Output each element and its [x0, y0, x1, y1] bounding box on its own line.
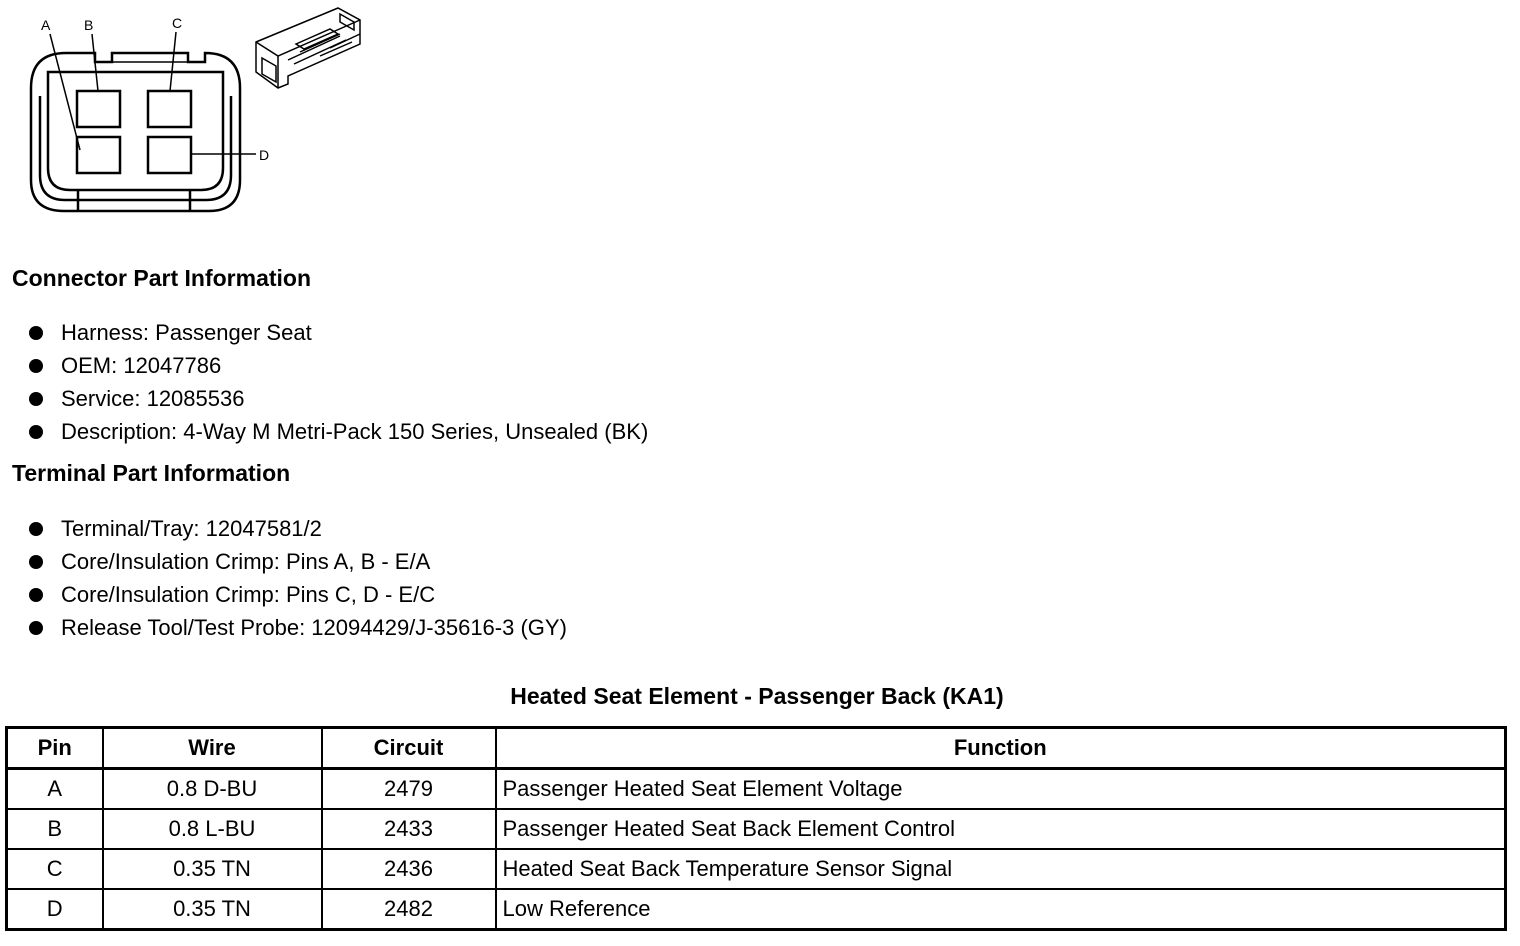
list-item: Core/Insulation Crimp: Pins A, B - E/A [28, 545, 567, 578]
cell-circuit: 2433 [322, 809, 496, 849]
list-item: Core/Insulation Crimp: Pins C, D - E/C [28, 578, 567, 611]
connector-info-list [28, 316, 648, 448]
connector-face-diagram [0, 0, 380, 225]
cell-circuit: 2479 [322, 769, 496, 810]
terminal-info-heading: Terminal Part Information [12, 460, 291, 486]
cell-pin: A [7, 769, 103, 810]
bullet-icon [29, 425, 43, 439]
terminal-info-list [28, 512, 567, 644]
pin-label-a: A [41, 17, 51, 33]
list-item: Service: 12085536 [28, 382, 648, 415]
bullet-icon [29, 621, 43, 635]
table-row [7, 889, 1506, 930]
pin-cavity-d [148, 137, 191, 173]
cell-pin: C [7, 849, 103, 889]
cell-wire: 0.35 TN [103, 849, 322, 889]
cell-pin: B [7, 809, 103, 849]
connector-inner-rim [40, 96, 231, 200]
bullet-icon [29, 588, 43, 602]
list-item: OEM: 12047786 [28, 349, 648, 382]
table-header-row [7, 728, 1506, 769]
pin-label-c: C [172, 15, 183, 31]
connector-housing-outline [31, 53, 240, 211]
bullet-icon [29, 555, 43, 569]
table-title: Heated Seat Element - Passenger Back (KA1) [510, 683, 1004, 709]
connector-inner-outline [48, 72, 223, 190]
connector-info-heading: Connector Part Information [12, 265, 312, 291]
pin-leader-a [50, 34, 80, 150]
connector-isometric-icon [256, 8, 360, 88]
column-header-pin: Pin [7, 728, 103, 769]
column-header-function: Function [496, 728, 1506, 769]
cell-circuit: 2482 [322, 889, 496, 930]
cell-function: Passenger Heated Seat Element Voltage [496, 769, 1506, 810]
pin-label-d: D [259, 147, 270, 163]
bullet-icon [29, 359, 43, 373]
cell-function: Passenger Heated Seat Back Element Control [496, 809, 1506, 849]
table-row [7, 769, 1506, 810]
column-header-wire: Wire [103, 728, 322, 769]
cell-wire: 0.35 TN [103, 889, 322, 930]
cell-circuit: 2436 [322, 849, 496, 889]
cell-function: Low Reference [496, 889, 1506, 930]
pin-cavity-c [148, 91, 191, 127]
table-row [7, 809, 1506, 849]
cell-wire: 0.8 D-BU [103, 769, 322, 810]
list-item: Release Tool/Test Probe: 12094429/J-35616-3 (GY) [28, 611, 567, 644]
cell-pin: D [7, 889, 103, 930]
cell-function: Heated Seat Back Temperature Sensor Signal [496, 849, 1506, 889]
pin-cavity-b [77, 91, 120, 127]
bullet-icon [29, 392, 43, 406]
column-header-circuit: Circuit [322, 728, 496, 769]
pin-cavity-a [77, 137, 120, 173]
list-item: Description: 4-Way M Metri-Pack 150 Series, Unsealed (BK) [28, 415, 648, 448]
pinout-table [5, 726, 1507, 931]
bullet-icon [29, 326, 43, 340]
table-row [7, 849, 1506, 889]
list-item: Harness: Passenger Seat [28, 316, 648, 349]
pin-label-b: B [84, 17, 94, 33]
bullet-icon [29, 522, 43, 536]
list-item: Terminal/Tray: 12047581/2 [28, 512, 567, 545]
cell-wire: 0.8 L-BU [103, 809, 322, 849]
